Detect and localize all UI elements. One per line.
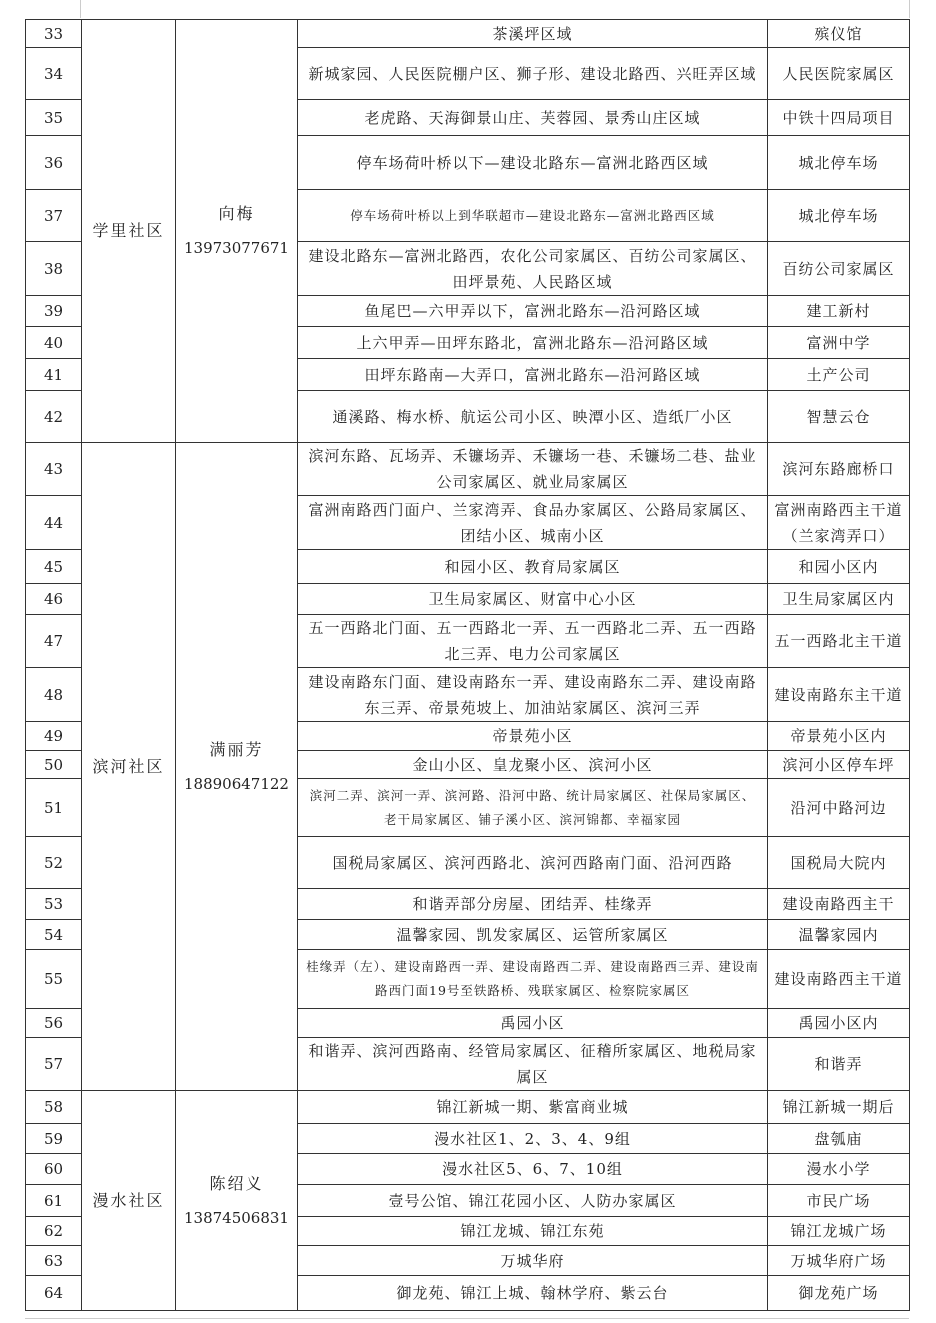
- contact-phone: 13874506831: [184, 1208, 289, 1227]
- coverage-area: 停车场荷叶桥以上到华联超市—建设北路东—富洲北路西区域: [298, 190, 768, 242]
- row-number: 61: [26, 1185, 82, 1217]
- page-bottom-margin-line: [25, 1318, 909, 1319]
- row-number: 51: [26, 779, 82, 837]
- coverage-area: 桂缘弄（左）、建设南路西一弄、建设南路西二弄、建设南路西三弄、建设南路西门面19号至铁路桥、残联家属区、检察院家属区: [298, 950, 768, 1009]
- collection-location: 人民医院家属区: [768, 48, 910, 100]
- row-number: 35: [26, 100, 82, 136]
- coverage-area: 建设南路东门面、建设南路东一弄、建设南路东二弄、建设南路东三弄、帝景苑坡上、加油站家属区、滨河三弄: [298, 668, 768, 722]
- row-number: 58: [26, 1091, 82, 1124]
- collection-location: 殡仪馆: [768, 20, 910, 48]
- collection-location: 沿河中路河边: [768, 779, 910, 837]
- collection-location: 建设南路东主干道: [768, 668, 910, 722]
- collection-location: 百纺公司家属区: [768, 242, 910, 296]
- collection-location: 御龙苑广场: [768, 1276, 910, 1311]
- collection-location: 建设南路西主干: [768, 889, 910, 920]
- row-number: 39: [26, 296, 82, 327]
- duty-assignment-table-wrapper: [25, 19, 910, 1311]
- collection-location: 滨河东路廊桥口: [768, 443, 910, 496]
- collection-location: 滨河小区停车坪: [768, 751, 910, 779]
- coverage-area: 国税局家属区、滨河西路北、滨河西路南门面、沿河西路: [298, 837, 768, 889]
- contact-person: 陈绍义: [209, 1173, 264, 1193]
- row-number: 56: [26, 1009, 82, 1038]
- row-number: 59: [26, 1124, 82, 1154]
- collection-location: 富洲中学: [768, 327, 910, 359]
- coverage-area: 锦江龙城、锦江东苑: [298, 1217, 768, 1246]
- coverage-area: 停车场荷叶桥以下—建设北路东—富洲北路西区域: [298, 136, 768, 190]
- row-number: 34: [26, 48, 82, 100]
- row-number: 40: [26, 327, 82, 359]
- collection-location: 中铁十四局项目: [768, 100, 910, 136]
- collection-location: 和园小区内: [768, 550, 910, 584]
- coverage-area: 卫生局家属区、财富中心小区: [298, 584, 768, 615]
- collection-location: 国税局大院内: [768, 837, 910, 889]
- coverage-area: 滨河东路、瓦场弄、禾镰场弄、禾镰场一巷、禾镰场二巷、盐业公司家属区、就业局家属区: [298, 443, 768, 496]
- coverage-area: 温馨家园、凯发家属区、运管所家属区: [298, 920, 768, 950]
- contact-person: 满丽芳: [209, 739, 264, 759]
- contact-phone: 13973077671: [184, 239, 289, 257]
- coverage-area: 富洲南路西门面户、兰家湾弄、食品办家属区、公路局家属区、团结小区、城南小区: [298, 496, 768, 550]
- row-number: 37: [26, 190, 82, 242]
- collection-location: 五一西路北主干道: [768, 615, 910, 668]
- collection-location: 城北停车场: [768, 136, 910, 190]
- community-name: 滨河社区: [82, 443, 176, 1091]
- coverage-area: 壹号公馆、锦江花园小区、人防办家属区: [298, 1185, 768, 1217]
- collection-location: 锦江龙城广场: [768, 1217, 910, 1246]
- contact-cell: [176, 1091, 298, 1311]
- collection-location: 智慧云仓: [768, 391, 910, 443]
- coverage-area: 帝景苑小区: [298, 722, 768, 751]
- collection-location: 温馨家园内: [768, 920, 910, 950]
- collection-location: 卫生局家属区内: [768, 584, 910, 615]
- coverage-area: 禹园小区: [298, 1009, 768, 1038]
- collection-location: 富洲南路西主干道（兰家湾弄口）: [768, 496, 910, 550]
- collection-location: 锦江新城一期后: [768, 1091, 910, 1124]
- collection-location: 盘瓠庙: [768, 1124, 910, 1154]
- row-number: 50: [26, 751, 82, 779]
- row-number: 36: [26, 136, 82, 190]
- collection-location: 城北停车场: [768, 190, 910, 242]
- contact-phone: 18890647122: [184, 774, 289, 793]
- row-number: 62: [26, 1217, 82, 1246]
- coverage-area: 万城华府: [298, 1246, 768, 1276]
- row-number: 57: [26, 1038, 82, 1091]
- row-number: 38: [26, 242, 82, 296]
- row-number: 46: [26, 584, 82, 615]
- coverage-area: 茶溪坪区域: [298, 20, 768, 48]
- coverage-area: 田坪东路南—大弄口，富洲北路东—沿河路区域: [298, 359, 768, 391]
- coverage-area: 和园小区、教育局家属区: [298, 550, 768, 584]
- coverage-area: 老虎路、天海御景山庄、芙蓉园、景秀山庄区域: [298, 100, 768, 136]
- collection-location: 建设南路西主干道: [768, 950, 910, 1009]
- row-number: 44: [26, 496, 82, 550]
- coverage-area: 漫水社区1、2、3、4、9组: [298, 1124, 768, 1154]
- row-number: 60: [26, 1154, 82, 1185]
- row-number: 45: [26, 550, 82, 584]
- coverage-area: 锦江新城一期、紫富商业城: [298, 1091, 768, 1124]
- row-number: 41: [26, 359, 82, 391]
- table-body: [26, 20, 910, 1311]
- row-number: 47: [26, 615, 82, 668]
- table-row: [26, 443, 910, 496]
- collection-location: 万城华府广场: [768, 1246, 910, 1276]
- row-number: 63: [26, 1246, 82, 1276]
- coverage-area: 鱼尾巴—六甲弄以下，富洲北路东—沿河路区域: [298, 296, 768, 327]
- contact-cell: [176, 20, 298, 443]
- community-name: 学里社区: [82, 20, 176, 443]
- collection-location: 禹园小区内: [768, 1009, 910, 1038]
- coverage-area: 通溪路、梅水桥、航运公司小区、映潭小区、造纸厂小区: [298, 391, 768, 443]
- table-row: [26, 20, 910, 48]
- coverage-area: 新城家园、人民医院棚户区、狮子形、建设北路西、兴旺弄区域: [298, 48, 768, 100]
- coverage-area: 和谐弄、滨河西路南、经管局家属区、征稽所家属区、地税局家属区: [298, 1038, 768, 1091]
- row-number: 43: [26, 443, 82, 496]
- coverage-area: 漫水社区5、6、7、10组: [298, 1154, 768, 1185]
- collection-location: 漫水小学: [768, 1154, 910, 1185]
- collection-location: 市民广场: [768, 1185, 910, 1217]
- table-row: [26, 1091, 910, 1124]
- row-number: 42: [26, 391, 82, 443]
- contact-cell: [176, 443, 298, 1091]
- page-top-margin-lines: [80, 0, 910, 18]
- coverage-area: 五一西路北门面、五一西路北一弄、五一西路北二弄、五一西路北三弄、电力公司家属区: [298, 615, 768, 668]
- row-number: 49: [26, 722, 82, 751]
- contact-person: 向梅: [218, 204, 255, 223]
- duty-assignment-table: [25, 19, 910, 1311]
- collection-location: 和谐弄: [768, 1038, 910, 1091]
- coverage-area: 和谐弄部分房屋、团结弄、桂缘弄: [298, 889, 768, 920]
- row-number: 54: [26, 920, 82, 950]
- coverage-area: 上六甲弄—田坪东路北，富洲北路东—沿河路区域: [298, 327, 768, 359]
- coverage-area: 御龙苑、锦江上城、翰林学府、紫云台: [298, 1276, 768, 1311]
- row-number: 64: [26, 1276, 82, 1311]
- row-number: 33: [26, 20, 82, 48]
- coverage-area: 金山小区、皇龙聚小区、滨河小区: [298, 751, 768, 779]
- coverage-area: 建设北路东—富洲北路西，农化公司家属区、百纺公司家属区、田坪景苑、人民路区域: [298, 242, 768, 296]
- community-name: 漫水社区: [82, 1091, 176, 1311]
- collection-location: 建工新村: [768, 296, 910, 327]
- coverage-area: 滨河二弄、滨河一弄、滨河路、沿河中路、统计局家属区、社保局家属区、老干局家属区、铺子溪小区、滨河锦都、幸福家园: [298, 779, 768, 837]
- collection-location: 土产公司: [768, 359, 910, 391]
- row-number: 52: [26, 837, 82, 889]
- row-number: 53: [26, 889, 82, 920]
- row-number: 48: [26, 668, 82, 722]
- row-number: 55: [26, 950, 82, 1009]
- collection-location: 帝景苑小区内: [768, 722, 910, 751]
